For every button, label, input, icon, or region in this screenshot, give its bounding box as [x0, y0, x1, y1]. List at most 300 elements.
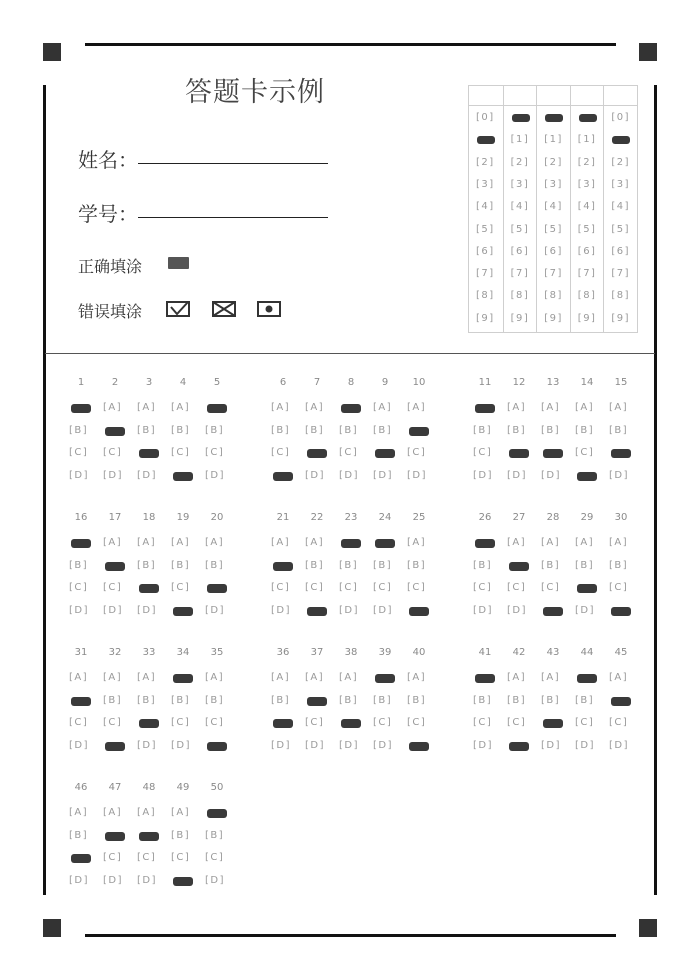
question-number: 6: [279, 377, 287, 388]
answer-bubble[interactable]: [B]: [103, 694, 123, 706]
answer-bubble[interactable]: [B]: [507, 694, 527, 706]
answer-bubble[interactable]: [A]: [271, 537, 291, 548]
answer-bubble[interactable]: [A]: [541, 402, 561, 413]
answer-bubble[interactable]: [C]: [373, 717, 393, 728]
answer-bubble-filled[interactable]: [611, 697, 631, 706]
answer-bubble[interactable]: [C]: [473, 717, 493, 728]
answer-bubble-filled[interactable]: [173, 674, 193, 683]
student-id-bubble[interactable]: [9]: [611, 312, 631, 324]
answer-bubble[interactable]: [C]: [507, 717, 527, 728]
answer-bubble[interactable]: [A]: [305, 402, 325, 413]
answer-bubble[interactable]: [C]: [407, 582, 427, 593]
check-box-icon: [166, 301, 190, 317]
answer-bubble[interactable]: [D]: [103, 604, 124, 616]
answer-bubble-filled[interactable]: [273, 562, 293, 571]
answer-bubble[interactable]: [D]: [407, 469, 428, 481]
answer-bubble[interactable]: [B]: [373, 559, 393, 571]
question-number: 22: [310, 512, 324, 523]
answer-bubble[interactable]: [D]: [373, 469, 394, 481]
answer-bubble-filled[interactable]: [71, 854, 91, 863]
student-id-bubble[interactable]: [2]: [611, 156, 631, 168]
student-id-bubble-filled[interactable]: [612, 136, 630, 144]
answer-bubble[interactable]: [B]: [339, 694, 359, 706]
answer-bubble[interactable]: [C]: [171, 447, 191, 458]
student-id-bubble[interactable]: [4]: [544, 201, 563, 213]
student-id-bubble[interactable]: [3]: [510, 178, 530, 190]
student-id-underline[interactable]: [138, 217, 328, 218]
page-title: 答题卡示例: [185, 77, 325, 108]
student-id-digit-box[interactable]: [537, 86, 571, 106]
question-number: 19: [176, 512, 190, 523]
answer-bubble[interactable]: [B]: [541, 424, 561, 436]
answer-bubble[interactable]: [C]: [171, 852, 191, 863]
answer-bubble[interactable]: [C]: [271, 582, 291, 593]
student-id-bubble-filled[interactable]: [579, 114, 597, 122]
answer-bubble[interactable]: [D]: [339, 739, 360, 751]
answer-bubble-filled[interactable]: [139, 449, 159, 458]
answer-bubble[interactable]: [B]: [407, 694, 427, 706]
question-number: 40: [412, 647, 426, 658]
answer-bubble[interactable]: [C]: [103, 717, 123, 728]
answer-bubble-filled[interactable]: [543, 607, 563, 616]
answer-bubble[interactable]: [A]: [137, 402, 157, 413]
student-id-bubble[interactable]: [1]: [544, 134, 563, 146]
student-id-bubble[interactable]: [6]: [510, 245, 530, 257]
student-id-column: [603, 86, 638, 332]
student-id-bubble[interactable]: [6]: [577, 245, 597, 257]
student-id-bubble[interactable]: [5]: [577, 223, 597, 235]
answer-bubble[interactable]: [A]: [69, 672, 89, 683]
answer-bubble-filled[interactable]: [543, 719, 563, 728]
answer-bubble[interactable]: [D]: [69, 739, 90, 751]
answer-bubble-filled[interactable]: [475, 539, 495, 548]
answer-bubble[interactable]: [A]: [575, 537, 595, 548]
question-number: 14: [580, 377, 594, 388]
answer-bubble-filled[interactable]: [375, 674, 395, 683]
answer-bubble[interactable]: [A]: [271, 402, 291, 413]
answer-bubble[interactable]: [D]: [507, 604, 528, 616]
answer-bubble[interactable]: [B]: [373, 424, 393, 436]
registration-mark-bottom-right: [639, 919, 657, 937]
answer-bubble[interactable]: [B]: [171, 694, 191, 706]
answer-bubble[interactable]: [D]: [373, 604, 394, 616]
student-id-bubble[interactable]: [4]: [577, 201, 597, 213]
answer-bubble[interactable]: [A]: [103, 672, 123, 683]
answer-bubble[interactable]: [D]: [103, 874, 124, 886]
answer-bubble[interactable]: [B]: [473, 694, 493, 706]
answer-bubble[interactable]: [C]: [541, 582, 561, 593]
answer-bubble[interactable]: [A]: [407, 672, 427, 683]
student-id-bubble[interactable]: [7]: [611, 268, 631, 280]
answer-bubble[interactable]: [B]: [171, 829, 191, 841]
answer-bubble[interactable]: [D]: [541, 469, 562, 481]
student-id-bubble[interactable]: [3]: [476, 178, 495, 190]
student-id-column: [570, 86, 605, 332]
answer-bubble[interactable]: [B]: [541, 694, 561, 706]
question-number: 24: [378, 512, 392, 523]
answer-bubble-filled[interactable]: [577, 584, 597, 593]
student-id-bubble[interactable]: [5]: [510, 223, 530, 235]
student-id-bubble[interactable]: [8]: [544, 290, 563, 302]
answer-bubble[interactable]: [C]: [305, 717, 325, 728]
answer-bubble[interactable]: [C]: [271, 447, 291, 458]
answer-bubble[interactable]: [D]: [373, 739, 394, 751]
student-id-bubble[interactable]: [7]: [476, 268, 495, 280]
answer-bubble[interactable]: [C]: [339, 582, 359, 593]
answer-bubble[interactable]: [C]: [69, 717, 89, 728]
student-id-bubble-filled[interactable]: [512, 114, 530, 122]
answer-bubble[interactable]: [B]: [575, 694, 595, 706]
answer-bubble[interactable]: [B]: [473, 424, 493, 436]
student-id-bubble[interactable]: [5]: [611, 223, 631, 235]
answer-bubble[interactable]: [C]: [473, 582, 493, 593]
answer-bubble-filled[interactable]: [307, 697, 327, 706]
answer-bubble[interactable]: [C]: [205, 447, 225, 458]
answer-bubble[interactable]: [A]: [137, 672, 157, 683]
answer-bubble[interactable]: [A]: [171, 537, 191, 548]
answer-bubble-filled[interactable]: [509, 742, 529, 751]
answer-bubble[interactable]: [C]: [407, 447, 427, 458]
answer-bubble[interactable]: [B]: [373, 694, 393, 706]
answer-bubble-filled[interactable]: [509, 449, 529, 458]
answer-bubble[interactable]: [A]: [271, 672, 291, 683]
answer-bubble[interactable]: [D]: [69, 604, 90, 616]
student-id-bubble[interactable]: [2]: [544, 156, 563, 168]
answer-bubble[interactable]: [B]: [609, 424, 629, 436]
answer-bubble-filled[interactable]: [173, 607, 193, 616]
answer-bubble[interactable]: [A]: [103, 537, 123, 548]
answer-bubble[interactable]: [D]: [103, 469, 124, 481]
answer-bubble-filled[interactable]: [611, 449, 631, 458]
answer-bubble-filled[interactable]: [409, 742, 429, 751]
answer-bubble[interactable]: [D]: [541, 739, 562, 751]
dot-box-icon: [257, 301, 281, 317]
question-number: 13: [546, 377, 560, 388]
question-number: 37: [310, 647, 324, 658]
question-number: 5: [213, 377, 221, 388]
answer-bubble[interactable]: [A]: [507, 402, 527, 413]
answer-bubble[interactable]: [D]: [339, 604, 360, 616]
name-underline[interactable]: [138, 163, 328, 164]
question-number: 45: [614, 647, 628, 658]
question-number: 23: [344, 512, 358, 523]
answer-bubble[interactable]: [D]: [305, 469, 326, 481]
student-id-digit-box[interactable]: [504, 86, 538, 106]
student-id-digit-box[interactable]: [604, 86, 638, 106]
answer-bubble[interactable]: [D]: [507, 469, 528, 481]
student-id-bubble[interactable]: [0]: [476, 112, 495, 123]
answer-bubble[interactable]: [A]: [507, 537, 527, 548]
answer-bubble-filled[interactable]: [207, 809, 227, 818]
student-id-bubble[interactable]: [6]: [544, 245, 563, 257]
answer-bubble[interactable]: [D]: [205, 469, 226, 481]
answer-bubble-filled[interactable]: [475, 674, 495, 683]
answer-bubble[interactable]: [C]: [171, 582, 191, 593]
answer-bubble-filled[interactable]: [105, 562, 125, 571]
question-number: 32: [108, 647, 122, 658]
answer-bubble[interactable]: [B]: [205, 424, 225, 436]
answer-bubble-filled[interactable]: [307, 449, 327, 458]
answer-bubble[interactable]: [B]: [271, 694, 291, 706]
student-id-bubble[interactable]: [8]: [510, 290, 530, 302]
section-divider: [45, 353, 655, 354]
answer-bubble[interactable]: [B]: [575, 559, 595, 571]
question-number: 4: [179, 377, 187, 388]
student-id-bubble[interactable]: [9]: [544, 312, 563, 324]
answer-bubble[interactable]: [C]: [305, 582, 325, 593]
question-number: 47: [108, 782, 122, 793]
answer-bubble-filled[interactable]: [577, 674, 597, 683]
answer-bubble[interactable]: [A]: [407, 537, 427, 548]
student-id-bubble[interactable]: [8]: [611, 290, 631, 302]
answer-bubble[interactable]: [B]: [507, 424, 527, 436]
answer-bubble-filled[interactable]: [307, 607, 327, 616]
answer-bubble[interactable]: [A]: [541, 537, 561, 548]
answer-bubble[interactable]: [C]: [103, 582, 123, 593]
question-number: 39: [378, 647, 392, 658]
student-id-bubble[interactable]: [9]: [510, 312, 530, 324]
answer-bubble[interactable]: [D]: [271, 604, 292, 616]
answer-bubble[interactable]: [A]: [171, 402, 191, 413]
answer-bubble[interactable]: [B]: [339, 559, 359, 571]
question-number: 41: [478, 647, 492, 658]
answer-bubble[interactable]: [D]: [137, 739, 158, 751]
student-id-bubble[interactable]: [8]: [476, 290, 495, 302]
answer-bubble[interactable]: [B]: [205, 829, 225, 841]
answer-bubble[interactable]: [D]: [609, 469, 630, 481]
student-id-bubble[interactable]: [1]: [577, 134, 597, 146]
answer-bubble[interactable]: [D]: [69, 874, 90, 886]
answer-bubble[interactable]: [C]: [609, 582, 629, 593]
answer-bubble-filled[interactable]: [409, 427, 429, 436]
answer-bubble-filled[interactable]: [475, 404, 495, 413]
answer-bubble[interactable]: [D]: [205, 874, 226, 886]
answer-bubble[interactable]: [C]: [69, 447, 89, 458]
answer-bubble-filled[interactable]: [341, 539, 361, 548]
answer-bubble-filled[interactable]: [577, 472, 597, 481]
student-id-bubble[interactable]: [5]: [544, 223, 563, 235]
answer-bubble-filled[interactable]: [509, 562, 529, 571]
question-number: 20: [210, 512, 224, 523]
answer-bubble[interactable]: [B]: [171, 559, 191, 571]
answer-bubble-filled[interactable]: [207, 742, 227, 751]
answer-bubble[interactable]: [B]: [69, 829, 89, 841]
question-number: 1: [77, 377, 85, 388]
answer-bubble[interactable]: [D]: [473, 469, 494, 481]
answer-bubble[interactable]: [C]: [575, 717, 595, 728]
question-number: 17: [108, 512, 122, 523]
answer-bubble[interactable]: [A]: [171, 807, 191, 818]
answer-bubble[interactable]: [C]: [103, 852, 123, 863]
answer-bubble-filled[interactable]: [139, 832, 159, 841]
student-id-bubble[interactable]: [0]: [611, 112, 631, 123]
student-id-bubble-filled[interactable]: [477, 136, 495, 144]
answer-bubble[interactable]: [B]: [541, 559, 561, 571]
answer-bubble[interactable]: [A]: [205, 537, 225, 548]
student-id-bubble[interactable]: [1]: [510, 134, 530, 146]
answer-bubble[interactable]: [A]: [137, 807, 157, 818]
answer-bubble[interactable]: [D]: [69, 469, 90, 481]
answer-bubble[interactable]: [B]: [69, 559, 89, 571]
student-id-bubble[interactable]: [4]: [476, 201, 495, 213]
answer-bubble[interactable]: [B]: [609, 559, 629, 571]
answer-bubble[interactable]: [B]: [575, 424, 595, 436]
answer-bubble[interactable]: [C]: [205, 852, 225, 863]
answer-bubble[interactable]: [B]: [305, 559, 325, 571]
answer-bubble[interactable]: [A]: [609, 672, 629, 683]
answer-bubble[interactable]: [C]: [171, 717, 191, 728]
student-id-bubble[interactable]: [2]: [476, 156, 495, 168]
student-id-digit-box[interactable]: [469, 86, 503, 106]
student-id-bubble[interactable]: [2]: [510, 156, 530, 168]
student-id-bubble[interactable]: [3]: [544, 178, 563, 190]
answer-bubble[interactable]: [C]: [473, 447, 493, 458]
answer-bubble[interactable]: [C]: [69, 582, 89, 593]
answer-bubble-filled[interactable]: [71, 404, 91, 413]
answer-bubble[interactable]: [C]: [507, 582, 527, 593]
answer-bubble-filled[interactable]: [611, 607, 631, 616]
answer-bubble[interactable]: [D]: [137, 874, 158, 886]
answer-bubble[interactable]: [C]: [609, 717, 629, 728]
answer-bubble[interactable]: [A]: [541, 672, 561, 683]
registration-mark-top-right: [639, 43, 657, 61]
answer-bubble-filled[interactable]: [105, 742, 125, 751]
student-id-bubble[interactable]: [5]: [476, 223, 495, 235]
answer-bubble[interactable]: [B]: [407, 559, 427, 571]
answer-bubble[interactable]: [B]: [339, 424, 359, 436]
answer-bubble-filled[interactable]: [341, 719, 361, 728]
answer-bubble[interactable]: [A]: [69, 807, 89, 818]
question-number: 10: [412, 377, 426, 388]
answer-bubble[interactable]: [C]: [103, 447, 123, 458]
answer-bubble[interactable]: [C]: [373, 582, 393, 593]
answer-bubble[interactable]: [A]: [305, 672, 325, 683]
answer-bubble[interactable]: [C]: [205, 717, 225, 728]
answer-bubble[interactable]: [B]: [205, 559, 225, 571]
answer-bubble[interactable]: [D]: [137, 469, 158, 481]
answer-bubble-filled[interactable]: [139, 719, 159, 728]
answer-bubble[interactable]: [A]: [339, 672, 359, 683]
question-number: 9: [381, 377, 389, 388]
question-number: 26: [478, 512, 492, 523]
answer-bubble[interactable]: [D]: [473, 604, 494, 616]
answer-bubble[interactable]: [D]: [205, 604, 226, 616]
answer-bubble[interactable]: [B]: [137, 559, 157, 571]
answer-bubble[interactable]: [B]: [69, 424, 89, 436]
answer-bubble[interactable]: [A]: [205, 672, 225, 683]
answer-bubble[interactable]: [D]: [473, 739, 494, 751]
answer-bubble[interactable]: [C]: [339, 447, 359, 458]
answer-bubble-filled[interactable]: [105, 427, 125, 436]
answer-bubble[interactable]: [B]: [473, 559, 493, 571]
answer-bubble-filled[interactable]: [375, 539, 395, 548]
answer-bubble[interactable]: [A]: [373, 402, 393, 413]
answer-bubble-filled[interactable]: [273, 719, 293, 728]
question-number: 16: [74, 512, 88, 523]
student-id-bubble[interactable]: [4]: [611, 201, 631, 213]
answer-bubble[interactable]: [A]: [575, 402, 595, 413]
answer-bubble[interactable]: [A]: [103, 402, 123, 413]
question-number: 44: [580, 647, 594, 658]
answer-bubble[interactable]: [D]: [575, 604, 596, 616]
answer-bubble[interactable]: [C]: [575, 447, 595, 458]
answer-bubble-filled[interactable]: [375, 449, 395, 458]
answer-bubble[interactable]: [C]: [137, 852, 157, 863]
student-id-bubble[interactable]: [9]: [577, 312, 597, 324]
answer-bubble[interactable]: [A]: [137, 537, 157, 548]
registration-mark-top-left: [43, 43, 61, 61]
answer-bubble[interactable]: [B]: [137, 424, 157, 436]
question-number: 42: [512, 647, 526, 658]
answer-bubble[interactable]: [B]: [171, 424, 191, 436]
student-id-bubble[interactable]: [4]: [510, 201, 530, 213]
answer-bubble[interactable]: [A]: [507, 672, 527, 683]
answer-bubble[interactable]: [B]: [271, 424, 291, 436]
answer-bubble[interactable]: [A]: [103, 807, 123, 818]
answer-bubble[interactable]: [D]: [575, 739, 596, 751]
question-number: 48: [142, 782, 156, 793]
student-id-bubble[interactable]: [3]: [577, 178, 597, 190]
answer-bubble[interactable]: [D]: [339, 469, 360, 481]
answer-bubble-filled[interactable]: [207, 584, 227, 593]
answer-bubble-filled[interactable]: [409, 607, 429, 616]
answer-bubble[interactable]: [B]: [305, 424, 325, 436]
answer-bubble[interactable]: [A]: [407, 402, 427, 413]
student-id-bubble[interactable]: [6]: [611, 245, 631, 257]
answer-bubble-filled[interactable]: [543, 449, 563, 458]
frame-right-line: [654, 85, 657, 895]
question-number: 2: [111, 377, 119, 388]
student-id-bubble[interactable]: [9]: [476, 312, 495, 324]
answer-bubble-filled[interactable]: [139, 584, 159, 593]
student-id-bubble[interactable]: [2]: [577, 156, 597, 168]
frame-bottom-line: [85, 934, 616, 937]
answer-bubble-filled[interactable]: [273, 472, 293, 481]
answer-bubble-filled[interactable]: [105, 832, 125, 841]
question-number: 49: [176, 782, 190, 793]
answer-bubble[interactable]: [D]: [305, 739, 326, 751]
answer-bubble[interactable]: [D]: [137, 604, 158, 616]
answer-bubble-filled[interactable]: [207, 404, 227, 413]
answer-bubble[interactable]: [D]: [171, 739, 192, 751]
student-id-bubble[interactable]: [7]: [544, 268, 563, 280]
answer-bubble-filled[interactable]: [71, 539, 91, 548]
student-id-digit-box[interactable]: [571, 86, 605, 106]
question-number: 38: [344, 647, 358, 658]
answer-bubble[interactable]: [B]: [205, 694, 225, 706]
student-id-bubble[interactable]: [6]: [476, 245, 495, 257]
answer-bubble[interactable]: [A]: [305, 537, 325, 548]
student-id-bubble[interactable]: [3]: [611, 178, 631, 190]
student-id-bubble-filled[interactable]: [545, 114, 563, 122]
answer-bubble-filled[interactable]: [173, 472, 193, 481]
answer-bubble[interactable]: [A]: [609, 537, 629, 548]
answer-bubble-filled[interactable]: [71, 697, 91, 706]
answer-bubble-filled[interactable]: [173, 877, 193, 886]
student-id-bubble[interactable]: [7]: [510, 268, 530, 280]
student-id-bubble[interactable]: [8]: [577, 290, 597, 302]
answer-bubble-filled[interactable]: [341, 404, 361, 413]
question-number: 46: [74, 782, 88, 793]
wrong-fill-label: 错误填涂: [78, 302, 143, 321]
answer-bubble[interactable]: [D]: [609, 739, 630, 751]
question-number: 18: [142, 512, 156, 523]
answer-bubble[interactable]: [B]: [137, 694, 157, 706]
answer-bubble[interactable]: [A]: [609, 402, 629, 413]
answer-bubble[interactable]: [C]: [407, 717, 427, 728]
answer-bubble[interactable]: [D]: [271, 739, 292, 751]
student-id-bubble[interactable]: [7]: [577, 268, 597, 280]
